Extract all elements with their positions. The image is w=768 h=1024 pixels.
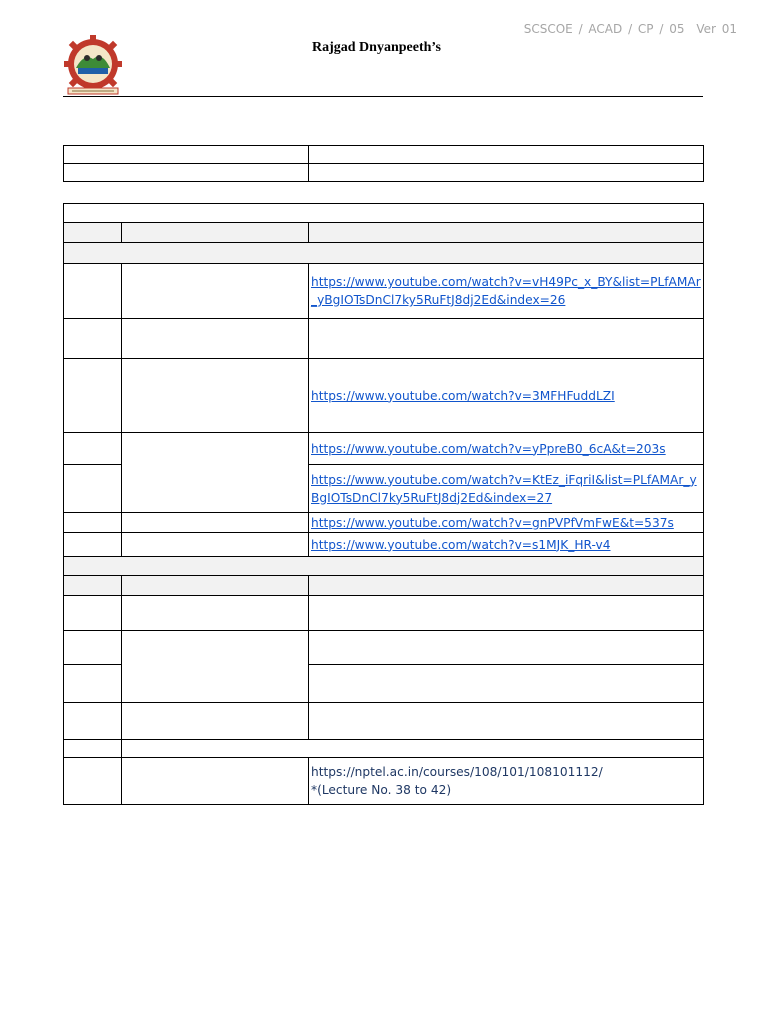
table-row [64,703,704,740]
doc-code-text: SCSCOE / ACAD / CP / 05 [523,22,685,36]
table-cell [64,319,122,359]
table-cell [309,596,704,631]
table-cell [64,264,122,319]
header-divider [63,96,703,97]
video-link[interactable]: https://www.youtube.com/watch?v=yPpreB0_6cA&t=203s [311,441,666,456]
section-band-row [64,557,704,576]
table-cell [309,319,704,359]
header-cell [64,576,122,596]
info-table [63,145,704,182]
header-cell [309,223,704,243]
info-cell [64,164,309,182]
table-cell [309,703,704,740]
table-cell [64,665,122,703]
table-cell [122,740,704,758]
table-row [64,758,704,805]
table-cell [309,665,704,703]
table-cell [64,596,122,631]
table-cell [122,758,309,805]
table-cell [122,631,309,703]
info-cell [64,146,309,164]
table-title-row [64,204,704,223]
table-row [64,319,704,359]
table-cell [64,631,122,665]
table-cell [122,596,309,631]
table-row [64,740,704,758]
table-cell [122,513,309,533]
header-cell [64,223,122,243]
info-row [64,164,704,182]
table-cell [309,533,704,557]
resources-table [63,203,704,805]
table-header-row [64,223,704,243]
info-row [64,146,704,164]
video-link[interactable]: https://www.youtube.com/watch?v=s1MJK_HR-v4 [311,537,611,552]
table-title-cell [64,204,704,223]
section-band-row [64,243,704,264]
header-cell [122,576,309,596]
document-code [518,22,737,36]
organization-name: Rajgad Dnyanpeeth’s [312,40,441,55]
table-cell [122,359,309,433]
table-cell [309,631,704,665]
nptel-lecture-note: *(Lecture No. 38 to 42) [311,783,452,797]
info-cell [309,146,704,164]
table-cell [122,319,309,359]
video-link[interactable]: https://www.youtube.com/watch?v=gnPVPfVmFwE&t=537s [311,515,674,530]
header-cell [122,223,309,243]
table-row [64,596,704,631]
video-link[interactable]: https://www.youtube.com/watch?v=KtEz_iFqriI&list=PLfAMAr_yBgIOTsDnCl7ky5RuFtJ8dj2Ed&index=27 [311,472,697,505]
table-cell [122,533,309,557]
table-row [64,533,704,557]
table-cell [309,433,704,465]
table-cell [64,465,122,513]
table-row [64,631,704,665]
video-link[interactable]: https://www.youtube.com/watch?v=vH49Pc_x_BY&list=PLfAMAr_yBgIOTsDnCl7ky5RuFtJ8dj2Ed&index=26 [311,275,701,307]
table-cell [309,264,704,319]
header-cell [309,576,704,596]
section-band-cell [64,557,704,576]
table-row [64,359,704,433]
table-cell [309,513,704,533]
table-cell [309,359,704,433]
table-cell [64,758,122,805]
info-cell [309,164,704,182]
table-row [64,264,704,319]
table-header-row [64,576,704,596]
table-cell [122,703,309,740]
table-cell [309,465,704,513]
table-cell [122,433,309,513]
table-cell [64,513,122,533]
table-cell [64,433,122,465]
nptel-course-link[interactable]: https://nptel.ac.in/courses/108/101/108101112/ [311,765,603,779]
table-row [64,513,704,533]
college-logo [62,35,124,97]
table-cell [64,703,122,740]
doc-version-text: Ver 01 [696,22,737,36]
table-cell [64,533,122,557]
section-band-cell [64,243,704,264]
table-row [64,433,704,465]
table-cell [64,740,122,758]
video-link[interactable]: https://www.youtube.com/watch?v=3MFHFuddLZI [311,388,615,403]
table-cell [64,359,122,433]
table-cell [309,758,704,805]
table-cell [122,264,309,319]
